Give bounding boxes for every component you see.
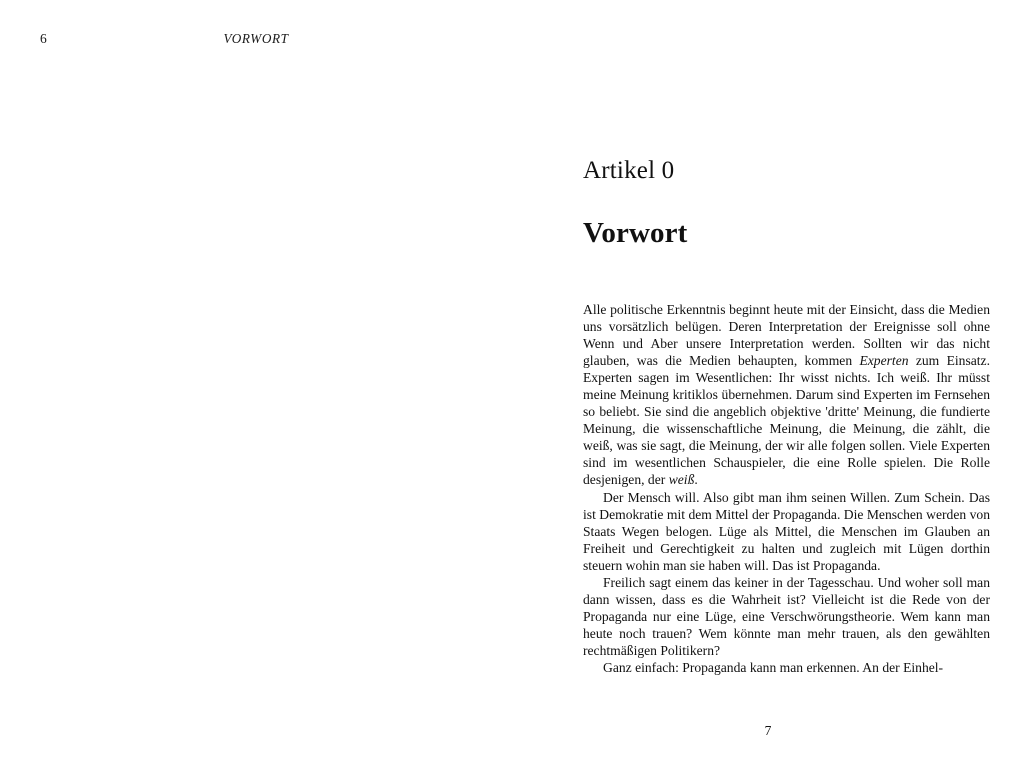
folio-recto: 7 <box>764 723 772 738</box>
running-head-verso <box>40 29 472 49</box>
chapter-number: Artikel 0 <box>583 157 675 184</box>
running-head-title-verso: VORWORT <box>223 31 289 46</box>
text-run: Der Mensch will. Also gibt man ihm seinen Willen. Zum Schein. Das ist Demokratie mit dem Mittel der Propaganda. Die Menschen werden von Staats Wegen belogen. Lüge als Mittel, die Menschen im Glauben an Freiheit und Gerechtigkeit zu halten und zugleich mit Lügen dorthin steuern wohin man sie haben will. Das ist Propaganda. <box>583 489 990 573</box>
page-recto <box>512 0 1024 768</box>
text-run: . <box>694 472 698 488</box>
body-paragraph <box>583 301 990 489</box>
body-copy <box>583 301 990 676</box>
text-run: Freilich sagt einem das keiner in der Tagesschau. Und woher soll man dann wissen, dass es die Wahrheit ist? Vielleicht ist die Rede von der Propaganda nur eine Lüge, eine Verschwörungstheorie. Wem kann man heute noch trauen? Wem könnte man mehr trauen, als den gewählten rechtmäßigen Politikern? <box>583 574 990 658</box>
text-run: zum Einsatz. Experten sagen im Wesentlichen: Ihr wisst nichts. Ich weiß. Ihr müsst meine Meinung kritiklos übernehmen. Darum sind Experten im Fernsehen so beliebt. Sie sind die angeblich objektive 'dritte' Meinung, die fundierte Meinung, die wissenschaftliche Meinung, die Meinung, die zählt, die weiß, was sie sagt, die Meinung, der wir alle folgen sollen. Viele Experten sind im wesentlichen Schauspieler, die eine Rolle spielen. Die Rolle desjenigen, der <box>583 353 990 488</box>
folio-verso: 6 <box>40 31 47 46</box>
emphasis-run: weiß <box>668 472 695 488</box>
body-paragraph <box>583 659 990 676</box>
text-run: Ganz einfach: Propaganda kann man erkennen. An der Einhel- <box>603 659 944 675</box>
body-paragraph <box>583 574 990 659</box>
body-paragraph <box>583 489 990 574</box>
text-run: Alle politische Erkenntnis beginnt heute mit der Einsicht, dass die Medien uns vorsätzlich belügen. Deren Interpretation der Ereignisse soll ohne Wenn und Aber unsere Interpretation werden. Sollten wir das nicht glauben, was die Medien behaupten, kommen <box>583 302 990 369</box>
chapter-title: Vorwort <box>583 217 688 249</box>
emphasis-run: Experten <box>859 353 909 369</box>
